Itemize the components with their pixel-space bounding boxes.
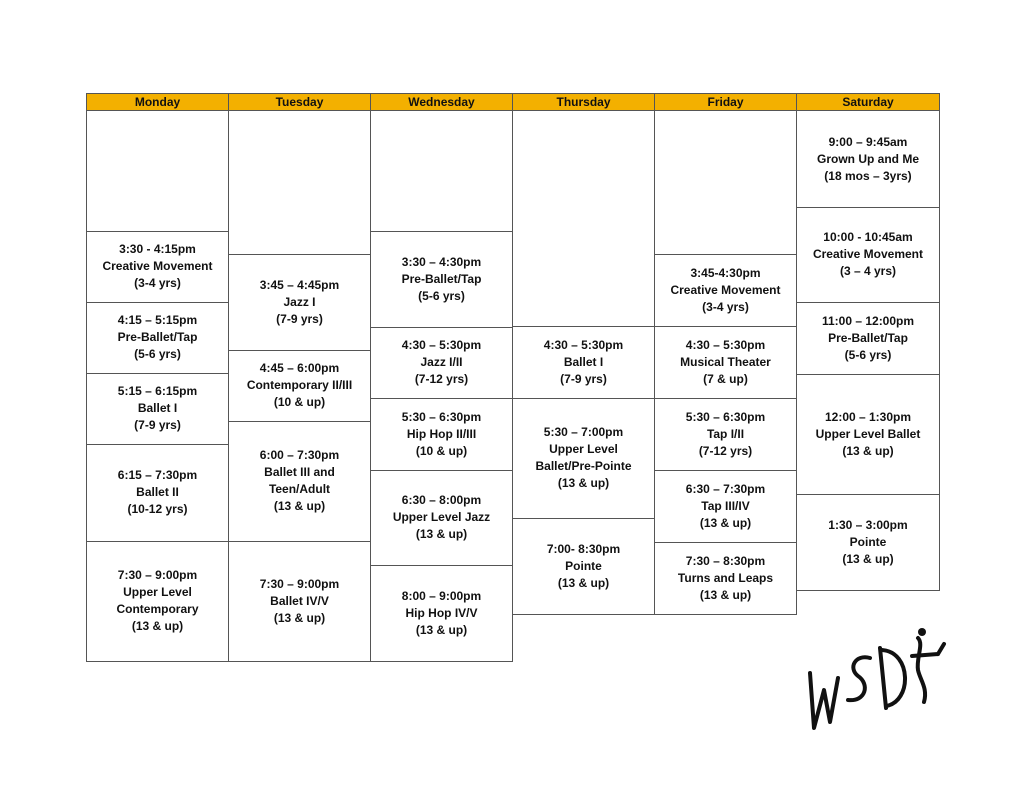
empty-slot	[86, 111, 229, 232]
class-time: 6:30 – 8:00pm	[401, 493, 482, 507]
class-cell	[228, 421, 371, 542]
class-name: Tap I/II	[706, 426, 745, 441]
class-cell	[654, 470, 797, 543]
class-age: (7-12 yrs)	[698, 443, 753, 458]
class-age: (13 & up)	[415, 622, 468, 637]
class-age: (7-9 yrs)	[276, 311, 323, 326]
class-age: (7-9 yrs)	[560, 371, 607, 386]
class-name: Pre-Ballet/Tap	[401, 271, 482, 286]
class-cell	[370, 565, 513, 662]
logo-dancer-figure	[918, 638, 925, 702]
class-name: Pre-Ballet/Tap	[828, 330, 908, 345]
studio-logo	[800, 618, 950, 738]
class-cell	[512, 398, 655, 519]
class-age: (13 & up)	[415, 527, 468, 541]
class-time: 6:30 – 7:30pm	[685, 481, 766, 496]
class-name: Upper Level Jazz	[392, 510, 491, 524]
class-age: (13 & up)	[557, 476, 610, 490]
class-name: Musical Theater	[680, 354, 771, 369]
class-cell	[796, 374, 940, 495]
class-age: (13 & up)	[842, 551, 894, 566]
class-name: Creative Movement	[670, 282, 781, 297]
class-name: Ballet I	[137, 401, 178, 415]
class-age: (7-12 yrs)	[414, 372, 469, 386]
class-name: Hip Hop II/III	[406, 426, 477, 441]
class-time: 12:00 – 1:30pm	[824, 409, 912, 424]
class-age: (7 & up)	[703, 371, 748, 386]
class-time: 3:30 – 4:30pm	[401, 254, 482, 269]
class-time: 1:30 – 3:00pm	[828, 517, 908, 532]
class-time: 11:00 – 12:00pm	[821, 313, 915, 328]
class-cell	[370, 398, 513, 471]
logo-dancer-arms	[912, 644, 944, 656]
class-cell	[796, 111, 940, 208]
class-time: 5:30 – 6:30pm	[685, 409, 766, 424]
empty-slot	[370, 111, 513, 232]
class-age: (13 & up)	[557, 575, 610, 590]
class-age: (3-4 yrs)	[702, 299, 749, 314]
class-time: 4:30 – 5:30pm	[401, 338, 482, 352]
class-cell	[86, 373, 229, 445]
class-cell	[370, 231, 513, 328]
class-name: Pointe	[565, 558, 602, 573]
class-time: 6:00 – 7:30pm	[259, 448, 340, 462]
class-name: Turns and Leaps	[677, 570, 774, 585]
class-time: 4:30 – 5:30pm	[543, 337, 624, 352]
class-cell	[86, 444, 229, 542]
class-name: Pointe	[849, 534, 887, 549]
class-age: (3 – 4 yrs)	[839, 264, 897, 278]
class-cell	[796, 302, 940, 375]
class-cell	[654, 254, 797, 327]
empty-slot	[512, 111, 655, 327]
empty-slot	[228, 111, 371, 255]
empty-slot	[654, 111, 797, 255]
class-cell	[654, 398, 797, 471]
class-age: (10-12 yrs)	[127, 502, 188, 516]
class-name: Jazz I	[283, 294, 316, 309]
class-cell	[228, 254, 371, 351]
class-time: 4:30 – 5:30pm	[685, 337, 766, 352]
header-saturday: Saturday	[796, 93, 940, 111]
class-age: (5-6 yrs)	[418, 288, 465, 303]
class-cell	[86, 302, 229, 374]
class-cell	[86, 541, 229, 662]
class-name: Jazz I/II	[420, 355, 463, 369]
class-cell	[796, 207, 940, 303]
class-age: (18 mos – 3yrs)	[824, 168, 912, 183]
class-age: (10 & up)	[273, 395, 326, 409]
header-tuesday: Tuesday	[228, 93, 371, 111]
class-cell	[654, 326, 797, 399]
class-time: 3:45-4:30pm	[690, 265, 761, 280]
logo-letter-w	[810, 673, 838, 728]
class-age: (13 & up)	[699, 515, 752, 530]
class-time: 8:00 – 9:00pm	[401, 588, 482, 603]
logo-letter-s	[848, 657, 870, 700]
class-time: 5:30 – 6:30pm	[401, 409, 482, 424]
class-time: 3:30 - 4:15pm	[119, 242, 196, 256]
class-time: 6:15 – 7:30pm	[117, 468, 198, 482]
class-name: Creative Movement	[102, 259, 213, 273]
class-time: 5:15 – 6:15pm	[117, 384, 198, 398]
class-cell	[512, 518, 655, 615]
class-time: 3:45 – 4:45pm	[259, 277, 340, 292]
class-cell	[654, 542, 797, 615]
class-time: 7:30 – 9:00pm	[259, 576, 340, 591]
class-name: Upper Level	[123, 585, 192, 599]
class-age: (13 & up)	[273, 610, 326, 625]
class-age: (5-6 yrs)	[134, 347, 181, 361]
class-age: (13 & up)	[273, 499, 326, 513]
logo-letter-d	[880, 648, 905, 708]
class-time: 7:30 – 9:00pm	[117, 568, 198, 582]
class-age: (7-9 yrs)	[134, 418, 181, 432]
class-cell	[512, 326, 655, 399]
class-cell	[228, 541, 371, 662]
header-thursday: Thursday	[512, 93, 655, 111]
class-name: Tap III/IV	[701, 498, 750, 513]
class-name: Creative Movement	[812, 247, 924, 261]
class-name-line2: Contemporary	[116, 602, 199, 616]
class-age: (3-4 yrs)	[134, 276, 181, 290]
class-time: 7:00- 8:30pm	[546, 541, 621, 556]
class-name: Upper Level	[549, 442, 618, 456]
header-wednesday: Wednesday	[370, 93, 513, 111]
class-age: (13 & up)	[699, 587, 752, 602]
class-time: 10:00 - 10:45am	[823, 230, 913, 244]
class-name: Ballet II	[136, 485, 179, 499]
class-age: (13 & up)	[842, 443, 894, 458]
logo-dancer-head	[918, 628, 926, 636]
class-name: Hip Hop IV/V	[405, 605, 478, 620]
class-name: Grown Up and Me	[817, 151, 919, 166]
class-age: (13 & up)	[131, 619, 184, 633]
class-age: (5-6 yrs)	[844, 347, 892, 362]
class-cell	[86, 231, 229, 303]
class-time: 5:30 – 7:00pm	[543, 425, 624, 439]
class-name: Pre-Ballet/Tap	[117, 330, 198, 344]
class-name: Upper Level Ballet	[815, 426, 921, 441]
class-age: (10 & up)	[415, 443, 468, 458]
class-time: 9:00 – 9:45am	[828, 134, 908, 149]
class-time: 4:15 – 5:15pm	[117, 313, 198, 327]
class-name: Ballet I	[563, 354, 604, 369]
header-friday: Friday	[654, 93, 797, 111]
class-cell	[796, 494, 940, 591]
class-name: Ballet IV/V	[270, 593, 329, 608]
class-name: Ballet III and	[264, 465, 335, 479]
class-cell	[370, 327, 513, 399]
class-name: Contemporary II/III	[246, 378, 353, 392]
header-monday: Monday	[86, 93, 229, 111]
class-time: 7:30 – 8:30pm	[685, 553, 766, 568]
class-cell	[228, 350, 371, 422]
class-cell	[370, 470, 513, 566]
class-time: 4:45 – 6:00pm	[259, 361, 340, 375]
class-name-line2: Ballet/Pre-Pointe	[535, 459, 632, 473]
class-name-line2: Teen/Adult	[268, 482, 331, 496]
